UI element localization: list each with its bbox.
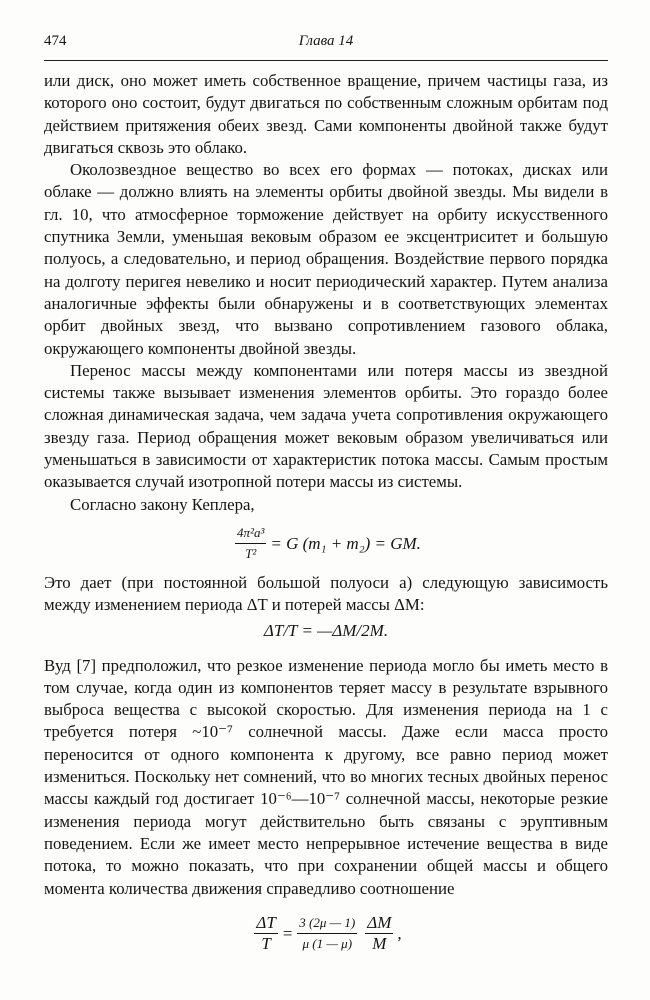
rhs-numerator: ΔM bbox=[367, 913, 392, 933]
kepler-numerator: 4π²a³ bbox=[235, 524, 266, 544]
lhs-numerator: ΔT bbox=[256, 913, 276, 933]
header-rule bbox=[44, 60, 608, 61]
equals-sign: = bbox=[281, 923, 294, 943]
paragraph-4: Согласно закону Кеплера, bbox=[70, 494, 255, 514]
paragraph-1: или диск, оно может иметь собственное вращение, причем частицы газа, из которого оно состоит, будут двигаться по собственным сложным орбитам под действием притяжения обеих звезд. Сами компоненты двойной также будут двигаться сквозь это облако. bbox=[44, 71, 608, 157]
kepler-denominator: T² bbox=[245, 546, 257, 562]
kepler-fraction bbox=[235, 524, 266, 563]
paragraph-3: Перенос массы между компонентами или потеря массы из звездной системы также вызывает изменения элементов орбиты. Это гораздо более сложная динамическая задача, чем задача учета сопротивления окружающего звезду газа. Период обращения может вековым образом увеличиваться или уменьшаться в зависимости от характеристик потока массы. Самым простым оказывается случай изотропной потери массы из системы. bbox=[44, 360, 608, 492]
equation-period-mass bbox=[44, 619, 608, 645]
lhs-fraction bbox=[254, 914, 277, 953]
page-number: 474 bbox=[44, 33, 67, 49]
chapter-title: Глава 14 bbox=[298, 33, 354, 49]
rhs-fraction bbox=[365, 914, 393, 953]
lhs-denominator: T bbox=[261, 934, 271, 954]
mid-numerator: 3 (2μ — 1) bbox=[297, 914, 357, 934]
kepler-rhs: = G (m₁ + m₂) = GM. bbox=[270, 533, 421, 553]
rhs-denominator: M bbox=[372, 934, 387, 954]
mid-denominator: μ (1 — μ) bbox=[302, 936, 353, 952]
equation-comma: , bbox=[397, 923, 402, 943]
paragraph-6: Вуд [7] предположил, что резкое изменение периода могло бы иметь место в том случае, когда один из компонентов теряет массу в результате взрывного выброса вещества с высокой скоростью. Для изменения периода на 1 с требуется потеря ~10⁻⁷ солнечной массы. Даже если масса просто переносится от одного компонента к другому, все равно период может измениться. Поскольку нет сомнений, что во многих тесных двойных перенос массы каждый год достигает 10⁻⁶—10⁻⁷ солнечной массы, некоторые резкие изменения периода могут действительно быть связаны с эруптивным поведением. Если же имеет место непрерывное истечение вещества в виде потока, то можно показать, что при сохранении общей массы и общего момента количества движения справедливо соотношение bbox=[44, 655, 608, 898]
period-mass-relation: ΔT/T = —ΔM/2M. bbox=[263, 621, 389, 641]
equation-mass-transfer bbox=[44, 908, 608, 960]
page-body bbox=[44, 70, 608, 960]
paragraph-5: Это дает (при постоянной большой полуоси a) следующую зависимость между изменением периода ΔT и потерей массы ΔM: bbox=[44, 572, 608, 615]
equation-kepler bbox=[44, 522, 608, 566]
mid-fraction bbox=[297, 914, 357, 953]
paragraph-2: Околозвездное вещество во всех его формах — потоках, дисках или облаке — должно влиять на элементы орбиты двойной звезды. Мы видели в гл. 10, что атмосферное торможение действует на орбиту искусственного спутника Земли, уменьшая вековым образом ее эксцентриситет и большую полуось, а следовательно, и период обращения. Воздействие первого порядка на долготу перигея невелико и носит периодический характер. Путем анализа аналогичные эффекты были обнаружены и в соответствующих элементах орбит двойных звезд, что вызвано сопротивлением газового облака, окружающего компоненты двойной звезды. bbox=[44, 160, 608, 358]
page-header bbox=[44, 33, 608, 55]
